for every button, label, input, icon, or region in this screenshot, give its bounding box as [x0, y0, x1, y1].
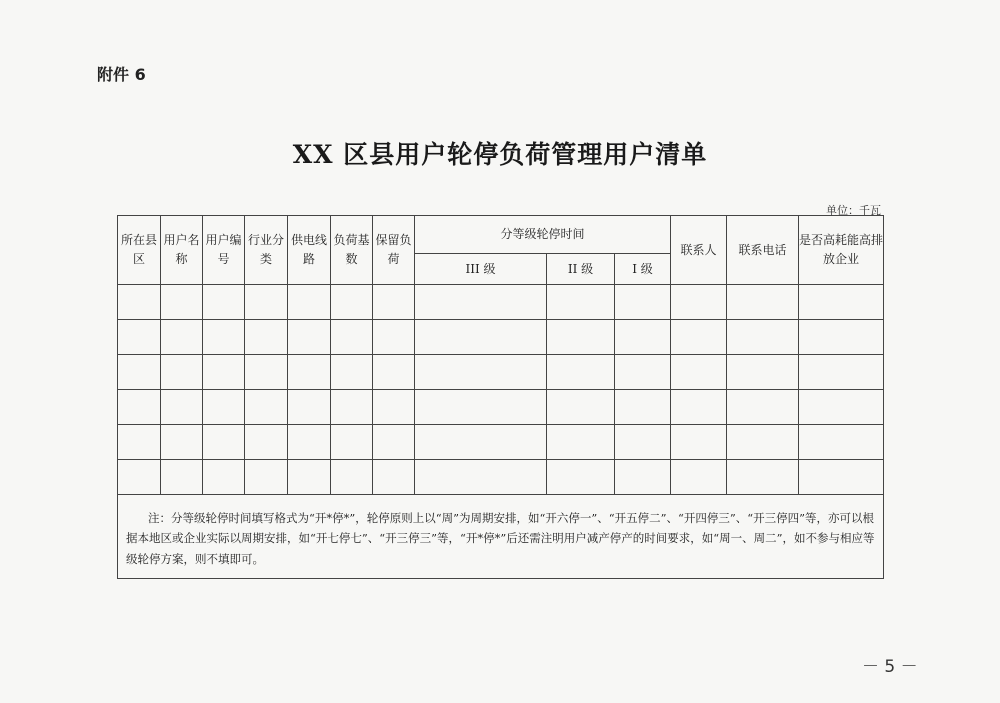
- table-row: [118, 320, 884, 355]
- header-rotation-group: 分等级轮停时间: [415, 216, 671, 254]
- header-base-load: 负荷基数: [331, 216, 373, 285]
- header-high-emission: 是否高耗能高排放企业: [799, 216, 884, 285]
- table-row: [118, 285, 884, 320]
- table-row: [118, 460, 884, 495]
- header-level3: III 级: [415, 254, 547, 285]
- header-reserved-load: 保留负荷: [373, 216, 415, 285]
- header-county: 所在县区: [118, 216, 161, 285]
- note-cell: [118, 495, 884, 579]
- header-level2: II 级: [547, 254, 615, 285]
- user-roster-table: [117, 215, 884, 579]
- document-title: XX 区县用户轮停负荷管理用户清单: [292, 140, 708, 169]
- header-contact: 联系人: [671, 216, 727, 285]
- table-row: [118, 425, 884, 460]
- header-user-name: 用户名称: [161, 216, 203, 285]
- table-row: [118, 355, 884, 390]
- header-phone: 联系电话: [727, 216, 799, 285]
- header-supply-line: 供电线路: [288, 216, 331, 285]
- header-user-id: 用户编号: [203, 216, 245, 285]
- note-row: [118, 495, 884, 579]
- table-row: [118, 390, 884, 425]
- attachment-label: 附件 6: [97, 65, 146, 84]
- unit-label: 单位：千瓦: [826, 204, 881, 217]
- table-note: 注：分等级轮停时间填写格式为“开*停*”，轮停原则上以“周”为周期安排，如“开六停一”、“开五停二”、“开四停三”、“开三停四”等，亦可以根据本地区或企业实际以周期安排，如“开七停七”、“开三停三”等，“开*停*”后还需注明用户减产停产的时间要求，如“周一、周二”，如不参与相应等级轮停方案，则不填即可。: [126, 511, 875, 566]
- header-industry: 行业分类: [245, 216, 288, 285]
- page-number: － 5 －: [862, 657, 918, 677]
- table-header-row: [118, 216, 884, 254]
- header-level1: I 级: [615, 254, 671, 285]
